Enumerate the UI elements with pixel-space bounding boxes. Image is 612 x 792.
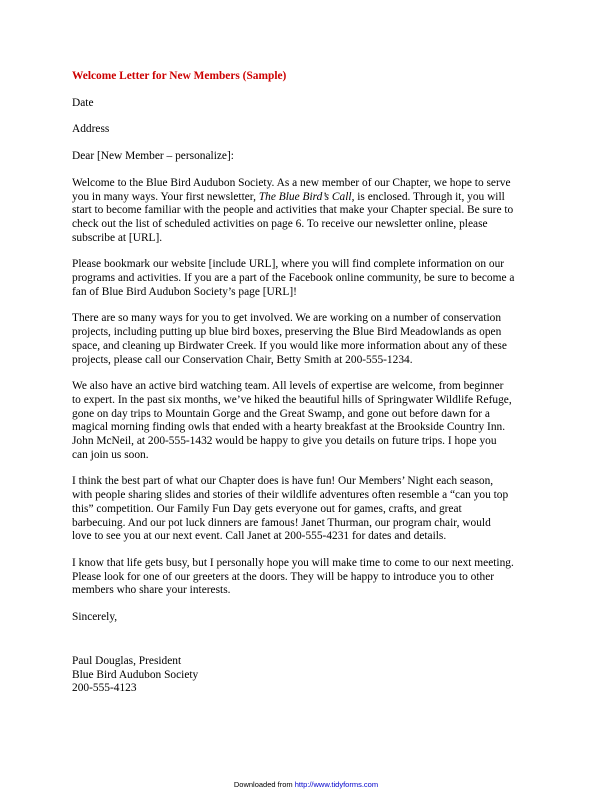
paragraph-line: subscribe at [URL]. — [72, 231, 163, 244]
signature-org: Blue Bird Audubon Society — [72, 668, 199, 681]
paragraph-line: can join us soon. — [72, 448, 149, 461]
paragraph-line: barbecuing. And our pot luck dinners are famous! Janet Thurman, our program chair, would — [72, 516, 491, 529]
paragraph-line: We also have an active bird watching team. All levels of expertise are welcome, from beginner — [72, 380, 504, 393]
closing: Sincerely, — [72, 611, 118, 624]
paragraph-line: John McNeil, at 200-555-1432 would be happy to give you details on future trips. I hope you — [72, 435, 497, 448]
paragraph-conservation — [72, 312, 542, 367]
paragraph-line: gone on day trips to Mountain Gorge and the Great Swamp, and gone out before dawn for a — [72, 407, 490, 420]
paragraph-line: check out the list of scheduled activities on page 6. To receive our newsletter online, please — [72, 217, 488, 230]
paragraph-bird-watching — [72, 380, 542, 462]
footer-prefix: Downloaded from — [233, 780, 295, 789]
footer-link[interactable]: http://www.tidyforms.com — [294, 780, 379, 789]
paragraph-line: magical morning finding owls that ended with a hearty breakfast at the Brookside Country Inn. — [72, 421, 506, 434]
download-footer — [0, 780, 612, 789]
text-run: you in many ways. Your first newsletter, — [72, 190, 259, 203]
paragraph-line: programs and activities. If you are a part of the Facebook online community, be sure to become a — [72, 272, 515, 285]
paragraph-line: projects, including putting up blue bird boxes, preserving the Blue Bird Meadowlands as open — [72, 326, 502, 339]
signature-phone: 200-555-4123 — [72, 682, 137, 695]
paragraph-line: Please bookmark our website [include URL], where you will find complete information on our — [72, 258, 505, 271]
paragraph-line: this” competition. Our Family Fun Day gets everyone out for games, crafts, and great — [72, 502, 462, 515]
paragraph-line: Please look for one of our greeters at the doors. They will be happy to introduce you to other — [72, 570, 495, 583]
text-run: , is enclosed. Through it, you will — [351, 190, 505, 203]
paragraph-line: love to see you at our next event. Call Janet at 200-555-4231 for dates and details. — [72, 530, 447, 543]
signature-block — [72, 655, 542, 696]
salutation: Dear [New Member – personalize]: — [72, 150, 234, 163]
newsletter-title: The Blue Bird’s Call — [258, 190, 352, 203]
letter — [72, 70, 542, 696]
date-line: Date — [72, 96, 94, 109]
paragraph-line: fan of Blue Bird Audubon Society’s page [URL]! — [72, 285, 297, 298]
paragraph-line: space, and cleaning up Birdwater Creek. If you would like more information about any of these — [72, 339, 507, 352]
paragraph-fun — [72, 475, 542, 544]
paragraph-line — [72, 191, 542, 205]
paragraph-line: start to become familiar with the people and activities that make your Chapter special. Be sure to — [72, 204, 514, 217]
paragraph-line: I think the best part of what our Chapter does is have fun! Our Members’ Night each season, — [72, 475, 494, 488]
paragraph-line: projects, please call our Conservation Chair, Betty Smith at 200-555-1234. — [72, 353, 413, 366]
paragraph-line: members who share your interests. — [72, 584, 231, 597]
paragraph-line: with people sharing slides and stories of their wildlife adventures often resemble a “can you top — [72, 489, 509, 502]
paragraph-line: There are so many ways for you to get involved. We are working on a number of conservation — [72, 312, 502, 325]
paragraph-line: Welcome to the Blue Bird Audubon Society. As a new member of our Chapter, we hope to serve — [72, 176, 511, 189]
address-line: Address — [72, 123, 110, 136]
paragraph-welcome — [72, 177, 542, 246]
paragraph-meeting — [72, 557, 542, 598]
paragraph-line: I know that life gets busy, but I personally hope you will make time to come to our next meeting. — [72, 556, 514, 569]
signature-name: Paul Douglas, President — [72, 654, 182, 667]
paragraph-line: to expert. In the past six months, we’ve hiked the beautiful hills of Springwater Wildlife Refuge, — [72, 393, 512, 406]
letter-title: Welcome Letter for New Members (Sample) — [72, 70, 287, 82]
paragraph-website — [72, 258, 542, 299]
